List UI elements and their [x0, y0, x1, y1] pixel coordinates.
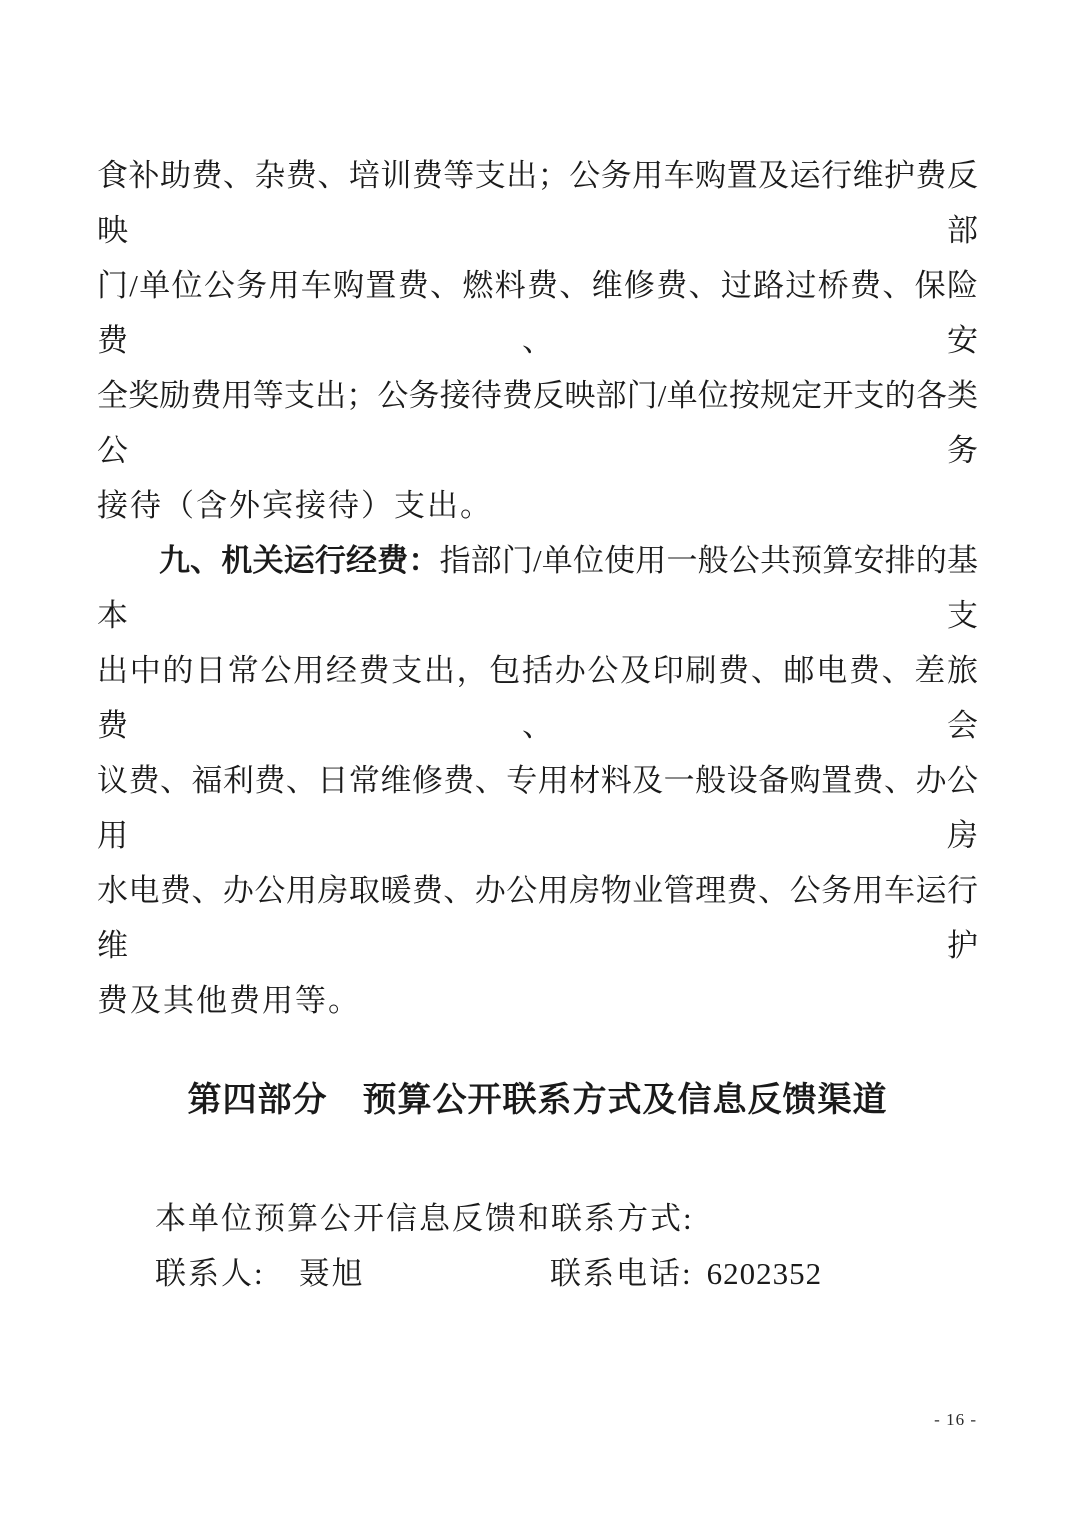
body-line: 接待（含外宾接待）支出。	[97, 488, 493, 523]
page-number: - 16 -	[934, 1410, 977, 1429]
paragraph-lead-label: 九、机关运行经费：	[159, 543, 440, 578]
body-line: 全奖励费用等支出；公务接待费反映部门/单位按规定开支的各类公务	[97, 378, 978, 468]
paragraph-agency-operating-expenses	[97, 533, 978, 1028]
body-line: 出中的日常公用经费支出，包括办公及印刷费、邮电费、差旅费、会	[97, 653, 978, 743]
body-line: 费及其他费用等。	[97, 983, 361, 1018]
contact-intro-line: 本单位预算公开信息反馈和联系方式:	[155, 1201, 694, 1236]
contact-person-name: 聂旭	[298, 1256, 365, 1291]
page-content	[97, 148, 978, 1301]
contact-phone	[550, 1246, 822, 1301]
body-line: 议费、福利费、日常维修费、专用材料及一般设备购置费、办公用房	[97, 763, 978, 853]
paragraph-lead-rest: 指部门/单位使用一般公共预算安排的基本支	[97, 543, 978, 633]
body-line: 水电费、办公用房取暖费、办公用房物业管理费、公务用车运行维护	[97, 873, 978, 963]
paragraph-expense-definitions	[97, 148, 978, 533]
body-line: 门/单位公务用车购置费、燃料费、维修费、过路过桥费、保险费、安	[97, 268, 978, 358]
contact-phone-label: 联系电话:	[550, 1256, 693, 1291]
body-line	[97, 533, 978, 643]
contact-row	[155, 1246, 978, 1301]
body-line: 食补助费、杂费、培训费等支出；公务用车购置及运行维护费反映部	[97, 158, 978, 248]
contact-phone-number: 6202352	[706, 1256, 823, 1291]
contact-person-label: 联系人:	[155, 1256, 265, 1291]
section-heading: 第四部分 预算公开联系方式及信息反馈渠道	[187, 1082, 888, 1119]
